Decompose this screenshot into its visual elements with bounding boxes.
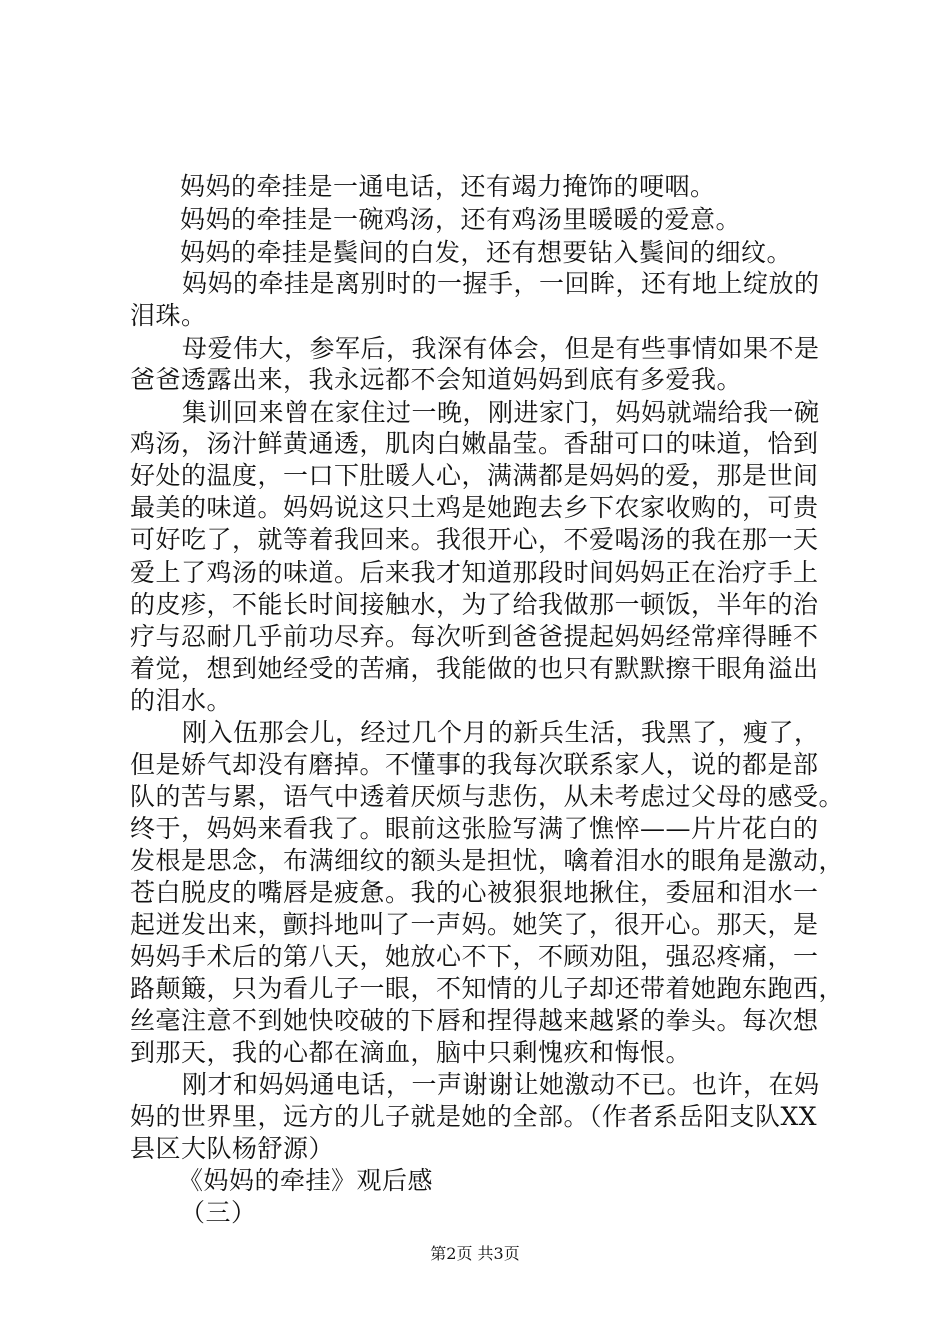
text-line: 的皮疹，不能长时间接触水，为了给我做那一顿饭，半年的治 <box>130 590 819 619</box>
text-line: 爱上了鸡汤的味道。后来我才知道那段时间妈妈正在治疗手上 <box>130 558 819 587</box>
text-line: 县区大队杨舒源） <box>130 1134 335 1163</box>
text-line: 爸爸透露出来，我永远都不会知道妈妈到底有多爱我。 <box>130 365 743 394</box>
text-line: 妈妈的牵挂是一通电话，还有竭力掩饰的哽咽。 <box>180 172 716 201</box>
text-line: 着觉，想到她经受的苦痛，我能做的也只有默默擦干眼角溢出 <box>130 654 819 683</box>
text-line: 丝毫注意不到她快咬破的下唇和捏得越来越紧的拳头。每次想 <box>130 1006 819 1035</box>
text-line: 终于，妈妈来看我了。眼前这张脸写满了憔悴——片片花白的 <box>130 814 819 843</box>
text-line: 鸡汤，汤汁鲜黄通透，肌肉白嫩晶莹。香甜可口的味道，恰到 <box>130 429 819 458</box>
text-line: 妈妈的牵挂是鬓间的白发，还有想要钻入鬓间的细纹。 <box>180 238 793 267</box>
text-line: 集训回来曾在家住过一晚，刚进家门，妈妈就端给我一碗 <box>182 398 820 427</box>
text-line: 苍白脱皮的嘴唇是疲惫。我的心被狠狠地揪住，委屈和泪水一 <box>130 878 819 907</box>
text-line: 刚才和妈妈通电话，一声谢谢让她激动不已。也许，在妈 <box>182 1070 820 1099</box>
text-line: 泪珠。 <box>130 301 207 330</box>
text-line: 好处的温度，一口下肚暖人心，满满都是妈妈的爱，那是世间 <box>130 461 819 490</box>
text-line: 但是娇气却没有磨掉。不懂事的我每次联系家人，说的都是部 <box>130 750 819 779</box>
text-line: 起迸发出来，颤抖地叫了一声妈。她笑了，很开心。那天，是 <box>130 910 819 939</box>
text-line: 妈妈的牵挂是一碗鸡汤，还有鸡汤里暖暖的爱意。 <box>180 205 742 234</box>
text-line: 发根是思念，布满细纹的额头是担忧，噙着泪水的眼角是激动， <box>130 846 845 875</box>
text-line: 到那天，我的心都在滴血，脑中只剩愧疚和悔恨。 <box>130 1038 692 1067</box>
text-line: 最美的味道。妈妈说这只土鸡是她跑去乡下农家收购的，可贵 <box>130 493 819 522</box>
text-line: 妈妈手术后的第八天，她放心不下，不顾劝阻，强忍疼痛，一 <box>130 942 819 971</box>
text-line: 刚入伍那会儿，经过几个月的新兵生活，我黑了，瘦了， <box>182 718 820 747</box>
text-line: 队的苦与累，语气中透着厌烦与悲伤，从未考虑过父母的感受。 <box>130 782 845 811</box>
text-line: 妈的世界里，远方的儿子就是她的全部。（作者系岳阳支队XX <box>130 1102 818 1131</box>
section-number: （三） <box>180 1198 257 1227</box>
text-line: 路颠簸，只为看儿子一眼，不知情的儿子却还带着她跑东跑西， <box>130 974 845 1003</box>
page-number: 第2页 共3页 <box>430 1244 520 1263</box>
section-title: 《妈妈的牵挂》观后感 <box>178 1166 434 1195</box>
text-line: 可好吃了，就等着我回来。我很开心，不爱喝汤的我在那一天 <box>130 525 819 554</box>
text-line: 妈妈的牵挂是离别时的一握手，一回眸，还有地上绽放的 <box>182 269 820 298</box>
text-line: 母爱伟大，参军后，我深有体会，但是有些事情如果不是 <box>182 334 820 363</box>
text-line: 的泪水。 <box>130 686 233 715</box>
text-line: 疗与忍耐几乎前功尽弃。每次听到爸爸提起妈妈经常痒得睡不 <box>130 622 819 651</box>
